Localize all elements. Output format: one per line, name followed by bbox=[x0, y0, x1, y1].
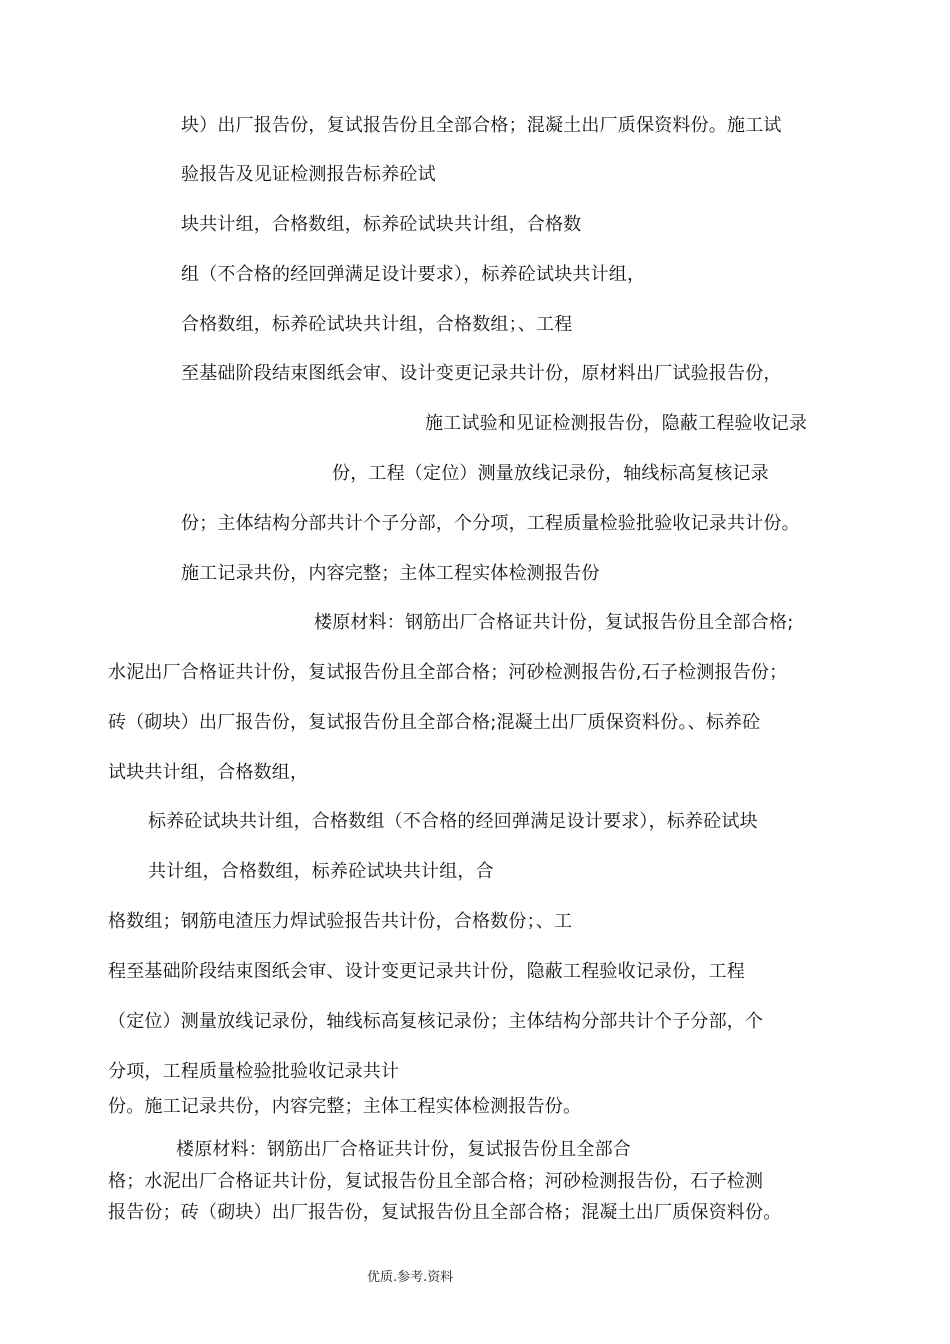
text-line: 格数组；钢筋电渣压力焊试验报告共计份，合格数份；、工 bbox=[108, 911, 573, 932]
text-line: 份；主体结构分部共计个子分部，个分项，工程质量检验批验收记录共计份。 bbox=[181, 513, 800, 534]
text-line: 施工试验和见证检测报告份，隐蔽工程验收记录 bbox=[425, 413, 808, 434]
text-line: 组（不合格的经回弹满足设计要求），标养砼试块共计组， bbox=[181, 264, 646, 285]
text-line: 至基础阶段结束图纸会审、设计变更记录共计份，原材料出厂试验报告份， bbox=[181, 363, 782, 384]
text-line: 验报告及见证检测报告标养砼试 bbox=[181, 164, 436, 185]
text-line: 报告份；砖（砌块）出厂报告份，复试报告份且全部合格；混凝土出厂质保资料份。 bbox=[108, 1202, 782, 1223]
text-line: 楼原材料：钢筋出厂合格证共计份，复试报告份且全部合 bbox=[176, 1139, 631, 1160]
text-line: 共计组，合格数组，标养砼试块共计组，合 bbox=[148, 861, 494, 882]
text-line: 施工记录共份，内容完整；主体工程实体检测报告份 bbox=[181, 563, 600, 584]
text-line: 程至基础阶段结束图纸会审、设计变更记录共计份，隐蔽工程验收记录份，工程 bbox=[108, 961, 745, 982]
text-line: 试块共计组，合格数组， bbox=[108, 762, 309, 783]
text-line: 份。施工记录共份，内容完整；主体工程实体检测报告份。 bbox=[108, 1096, 582, 1117]
text-line: （定位）测量放线记录份，轴线标高复核记录份；主体结构分部共计个子分部，个 bbox=[108, 1011, 764, 1032]
text-line: 楼原材料：钢筋出厂合格证共计份，复试报告份且全部合格; bbox=[314, 612, 794, 633]
text-line: 合格数组，标养砼试块共计组，合格数组；、工程 bbox=[181, 314, 573, 335]
text-line: 标养砼试块共计组，合格数组（不合格的经回弹满足设计要求），标养砼试块 bbox=[148, 811, 758, 832]
text-line: 格；水泥出厂合格证共计份，复试报告份且全部合格；河砂检测报告份，石子检测 bbox=[108, 1171, 764, 1192]
text-line: 水泥出厂合格证共计份，复试报告份且全部合格；河砂检测报告份,石子检测报告份； bbox=[108, 662, 788, 683]
text-line: 块共计组，合格数组，标养砼试块共计组，合格数 bbox=[181, 214, 582, 235]
text-line: 砖（砌块）出厂报告份，复试报告份且全部合格;混凝土出厂质保资料份。、标养砼 bbox=[108, 712, 761, 733]
text-line: 分项，工程质量检验批验收记录共计 bbox=[108, 1061, 400, 1082]
page-footer: 优质.参考.资料 bbox=[367, 1270, 454, 1285]
text-line: 块）出厂报告份，复试报告份且全部合格；混凝土出厂质保资料份。施工试 bbox=[181, 115, 782, 136]
text-line: 份，工程（定位）测量放线记录份，轴线标高复核记录 bbox=[332, 463, 769, 484]
